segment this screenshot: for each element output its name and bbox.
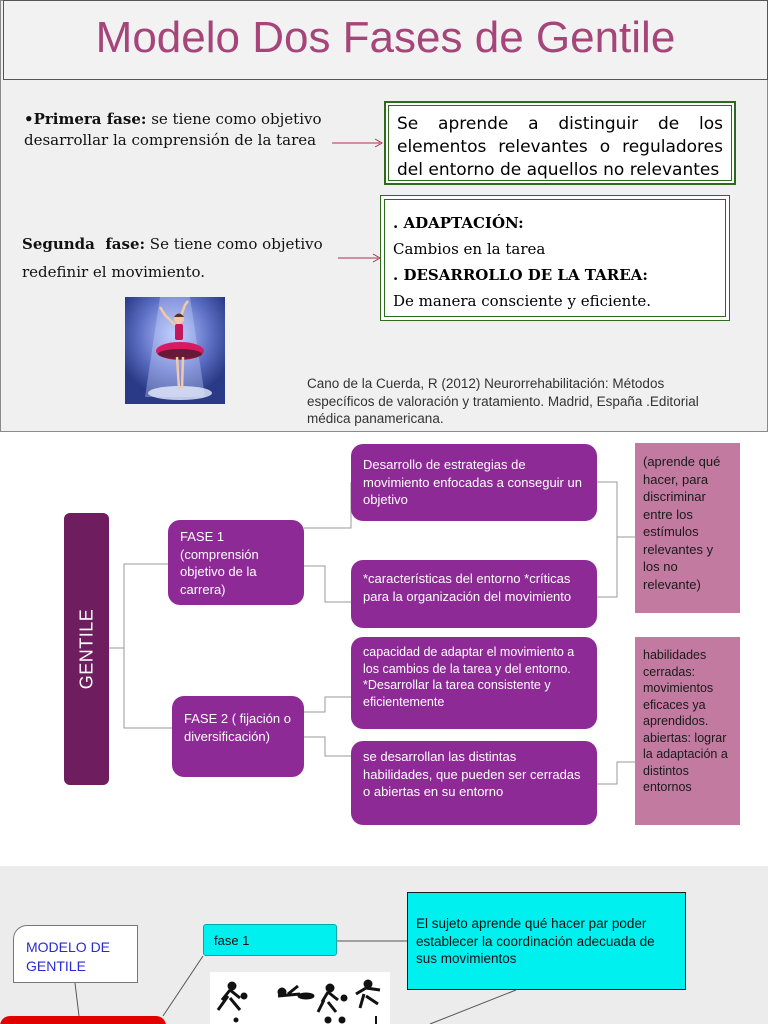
first-phase-label: Primera fase: [33,110,147,128]
second-phase-box-inner [384,199,726,317]
fase2-note: habilidades cerradas: movimientos eficaces ya aprendidos. abiertas: lograr la adaptación a distintos entornos [635,637,740,825]
fase2-skills-node: se desarrollan las distintas habilidades, que pueden ser cerradas o abiertas en su entorno [351,741,597,825]
task-development-heading: . DESARROLLO DE LA TAREA: [393,266,648,284]
first-phase-text [24,109,342,151]
modelo-gentile-box: MODELO DE GENTILE [13,925,138,983]
fase1-node: FASE 1 (comprensión objetivo de la carrera) [168,520,304,605]
fase1-box: fase 1 [203,924,337,956]
task-development-text: De manera consciente y eficiente. [393,292,651,310]
second-phase-box [380,195,730,321]
red-node [0,1016,166,1024]
fase2-node: FASE 2 ( fijación o diversificación) [172,696,304,777]
subject-description-box: El sujeto aprende qué hacer par poder establecer la coordinación adecuada de sus movimientos [407,892,686,990]
bullet: • [24,110,34,128]
fase1-note: (aprende qué hacer, para discriminar entre los estímulos relevantes y los no relevante) [635,443,740,613]
first-phase-box-text: Se aprende a distinguir de los elementos relevantes o reguladores del entorno de aquellos no relevantes [388,105,732,181]
title-box [3,0,768,80]
citation: Cano de la Cuerda, R (2012) Neurorrehabilitación: Métodos específicos de valoración y tratamiento. Madrid, España .Editorial médica panamericana. [307,376,699,426]
fase1-environment-node: *características del entorno *críticas para la organización del movimiento [351,560,597,628]
adaptation-text: Cambios en la tarea [393,240,546,258]
fase1-strategy-node: Desarrollo de estrategias de movimiento enfocadas a conseguir un objetivo [351,444,597,521]
first-phase-description: se tiene como objetivo desarrollar la comprensión de la tarea [24,110,322,149]
second-phase-label: Segunda fase: [22,235,146,253]
gentile-root-node [64,513,109,785]
second-phase-description: Se tiene como objetivo redefinir el movimiento. [22,235,323,281]
fase2-adaptation-node: capacidad de adaptar el movimiento a los cambios de la tarea y del entorno. *Desarrollar la tarea consistente y eficientemente [351,637,597,729]
gentile-label: GENTILE [76,608,96,690]
adaptation-heading: . ADAPTACIÓN: [393,214,524,232]
ballerina-image [125,297,225,404]
page-title: Modelo Dos Fases de Gentile [95,13,676,62]
arrow-icon [330,135,386,151]
first-phase-box [384,101,736,185]
sports-pictograms-image [210,972,390,1024]
arrow-icon [336,250,384,266]
second-phase-text [22,230,342,286]
